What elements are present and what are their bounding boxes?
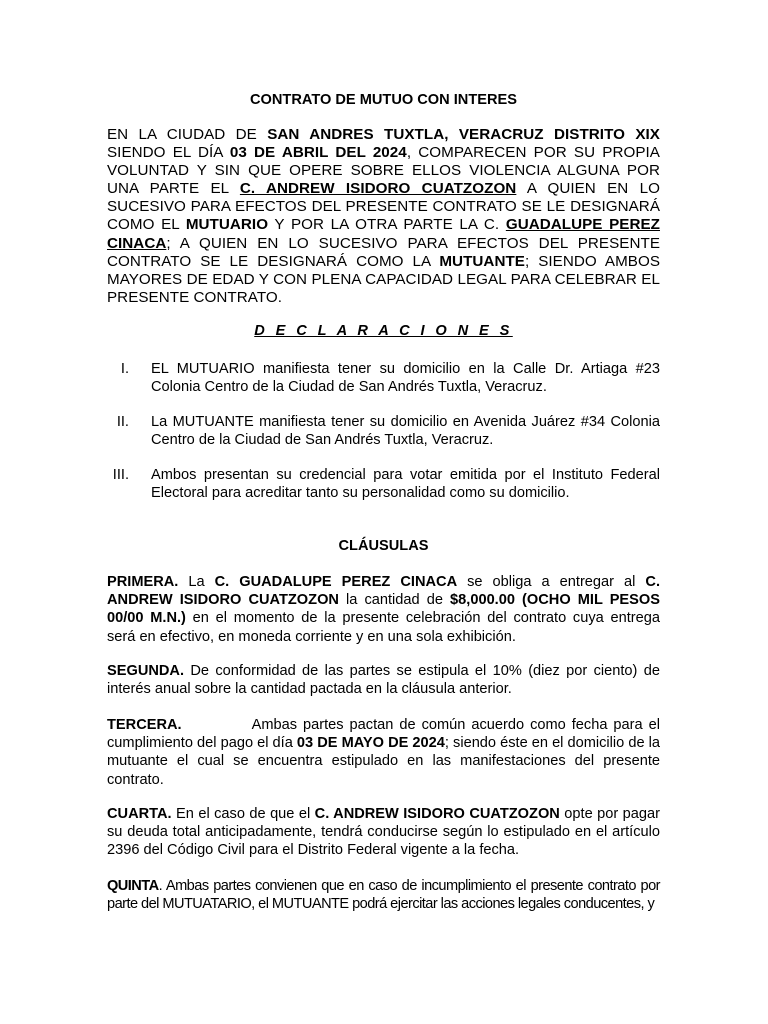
intro-mutuario-role: MUTUARIO <box>185 216 269 234</box>
intro-mutuante-role: MUTUANTE <box>439 252 525 270</box>
clausula-label: PRIMERA. <box>107 574 179 590</box>
clausula-name: C. ANDREW ISIDORO CUATZOZON <box>314 806 560 822</box>
clausula-label: CUARTA. <box>107 806 172 822</box>
clausula-text: La <box>178 574 215 590</box>
intro-text-1: EN LA CIUDAD DE <box>107 126 268 143</box>
intro-text-6: ; A QUIEN EN LO SUCESIVO PARA EFECTOS DEL PRESENTE CONTRATO SE LE DESIGNARÁ COMO LA <box>107 234 660 270</box>
intro-mutuante-name: GUADALUPE PEREZ CINACA <box>107 216 660 252</box>
declaracion-text: Ambos presentan su credencial para votar emitida por el Instituto Federal Electoral para acreditar tanto su personalidad como su domicilio. <box>151 467 660 502</box>
clausula-text: . Ambas partes convienen que en caso de incumplimiento el presente contrato por parte del MUTUATARIO, el MUTUANTE podrá ejercitar las acciones legales conducentes, y <box>107 878 660 913</box>
clausula-text: Ambas partes pactan de común acuerdo como fecha para el cumplimiento del pago el día <box>107 717 660 752</box>
clausula-tercera <box>107 716 660 789</box>
intro-text-4: A QUIEN EN LO SUCESIVO PARA EFECTOS DEL PRESENTE CONTRATO SE LE DESIGNARÁ COMO EL <box>107 180 660 234</box>
clausula-quinta <box>107 877 660 913</box>
declaracion-text: La MUTUANTE manifiesta tener su domicilio en Avenida Juárez #34 Colonia Centro de la Ciudad de San Andrés Tuxtla, Veracruz. <box>151 414 660 449</box>
clausula-name: C. ANDREW ISIDORO CUATZOZON <box>107 574 660 609</box>
intro-text-7: ; SIENDO AMBOS MAYORES DE EDAD Y CON PLENA CAPACIDAD LEGAL PARA CELEBRAR EL PRESENTE CONTRATO. <box>107 252 661 306</box>
declaracion-text: EL MUTUARIO manifiesta tener su domicilio en la Calle Dr. Artiaga #23 Colonia Centro de la Ciudad de San Andrés Tuxtla, Veracruz. <box>151 361 660 396</box>
declaracion-number: II. <box>116 414 129 430</box>
clausula-text: ; siendo éste en el domicilio de la mutuante el cual se encuentra estipulado en las manifestaciones del presente contrato. <box>107 735 661 788</box>
declaracion-number: III. <box>112 467 129 483</box>
declaracion-number: I. <box>120 361 129 377</box>
clausula-text: la cantidad de <box>338 592 451 609</box>
clausulas-title: CLÁUSULAS <box>338 538 429 554</box>
declaraciones-title: D E C L A R A C I O N E S <box>254 323 513 339</box>
clausula-cuarta <box>107 805 660 860</box>
clausula-primera <box>107 573 660 646</box>
intro-paragraph <box>107 126 660 307</box>
clausula-text: En el caso de que el <box>171 806 315 822</box>
intro-mutuario-name: C. ANDREW ISIDORO CUATZOZON <box>239 180 517 198</box>
intro-date: 03 DE ABRIL DEL 2024 <box>229 144 407 162</box>
clausula-text: en el momento de la presente celebración del contrato cuya entrega será en efectivo, en moneda corriente y en una sola exhibición. <box>107 610 660 645</box>
document-title: CONTRATO DE MUTUO CON INTERES <box>249 92 517 108</box>
intro-text-5: Y POR LA OTRA PARTE LA C. <box>268 216 506 234</box>
intro-text-2: SIENDO EL DÍA <box>107 144 230 162</box>
intro-text-3: , COMPARECEN POR SU PROPIA VOLUNTAD Y SIN QUE OPERE SOBRE ELLOS VIOLENCIA ALGUNA POR UNA PARTE EL <box>107 144 660 198</box>
clausula-text: se obliga a entregar al <box>457 574 646 590</box>
clausula-text: De conformidad de las partes se estipula el 10% (diez por ciento) de interés anual sobre la cantidad pactada en la cláusula anterior. <box>107 663 660 698</box>
clausula-name: C. GUADALUPE PEREZ CINACA <box>214 574 458 590</box>
intro-location: SAN ANDRES TUXTLA, VERACRUZ DISTRITO XIX <box>267 126 660 143</box>
clausula-label: TERCERA. <box>107 717 182 733</box>
clausula-label: SEGUNDA. <box>107 663 185 679</box>
clausula-date: 03 DE MAYO DE 2024 <box>296 735 445 752</box>
clausula-segunda <box>107 662 660 698</box>
clausula-amount: $8,000.00 (OCHO MIL PESOS 00/00 M.N.) <box>107 592 660 627</box>
clausula-label: QUINTA <box>107 878 159 894</box>
clausula-text: opte por pagar su deuda total anticipadamente, tendrá conducirse según lo estipulado en el artículo 2396 del Código Civil para el Distrito Federal vigente a la fecha. <box>107 806 660 859</box>
